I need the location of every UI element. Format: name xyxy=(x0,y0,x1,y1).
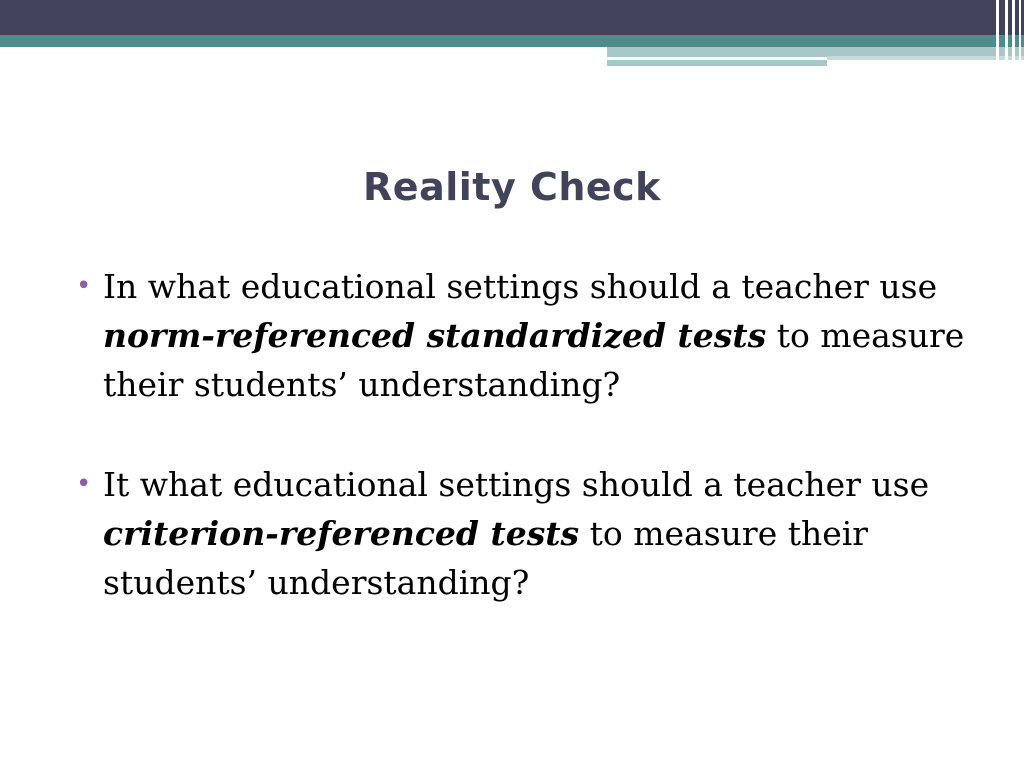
bullet-item xyxy=(74,460,974,607)
header-band-dark xyxy=(0,0,1024,35)
header-stripe xyxy=(1012,0,1015,68)
header-band-teal xyxy=(0,35,1024,47)
header-stripe xyxy=(1019,0,1021,68)
bullet-icon: • xyxy=(76,469,92,499)
bullet-text xyxy=(103,267,964,404)
bullet-text-pre: In what educational settings should a teacher use xyxy=(103,267,938,306)
header-stripe xyxy=(996,0,999,68)
bullet-icon: • xyxy=(76,271,92,301)
header-band-light-right xyxy=(827,56,1024,60)
bullet-text-pre: It what educational settings should a teacher use xyxy=(103,465,930,504)
bullet-emphasis: criterion-referenced tests xyxy=(103,514,580,553)
header-band-light-short xyxy=(607,60,827,66)
bullet-text-post: to measure their students’ understanding? xyxy=(103,514,869,602)
bullet-item xyxy=(74,262,974,409)
bullet-emphasis: norm-referenced standardized tests xyxy=(103,316,767,355)
slide-title: Reality Check xyxy=(363,165,661,209)
bullet-text xyxy=(103,465,929,602)
header-stripe xyxy=(1005,0,1008,68)
bullet-text-post: to measure their students’ understanding? xyxy=(103,316,965,404)
bullet-list xyxy=(74,262,974,658)
